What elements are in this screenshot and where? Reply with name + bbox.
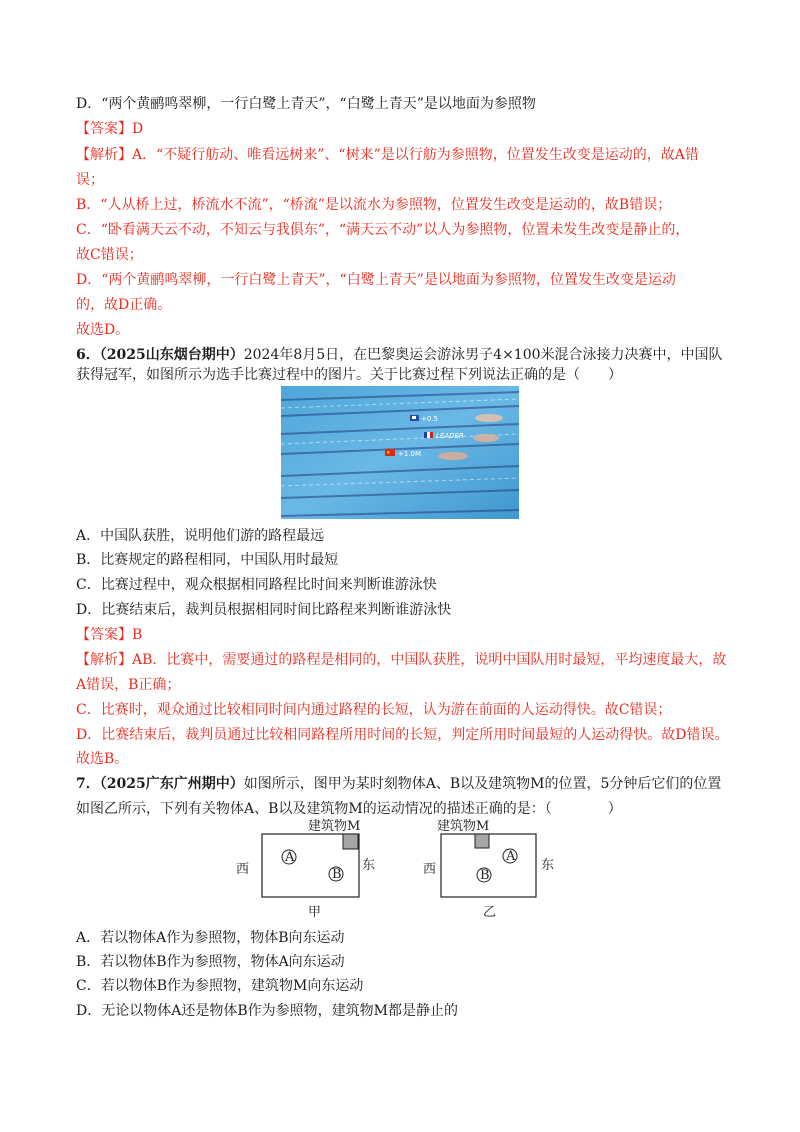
- answer-tag: 【答案】: [76, 627, 132, 643]
- object-a: A: [285, 850, 295, 865]
- overlay-text-1: +0.5: [421, 415, 438, 423]
- q5-analysis-line: D．“两个黄鹂鸣翠柳，一行白鹭上青天”，“白鹭上青天”是以地面为参照物，位置发生改变是运动: [76, 272, 676, 288]
- figure-yi: [423, 818, 554, 920]
- position-diagram: [225, 816, 585, 926]
- q5-analysis-line: [76, 146, 736, 164]
- q7-stem-cont: 如图乙所示，下列有关物体A、B以及建筑物M的运动情况的描述正确的是：（ ）: [76, 801, 622, 817]
- overlay-text-2: LEADER: [436, 432, 464, 440]
- pool-image: [281, 386, 519, 519]
- q7-option-c: C．若以物体B作为参照物，建筑物M向东运动: [76, 978, 364, 994]
- figure-caption: 乙: [483, 905, 497, 920]
- object-a: A: [506, 849, 516, 864]
- building-label: 建筑物M: [308, 819, 361, 834]
- question-number: 6．: [76, 347, 100, 363]
- q6-option-b: B．比赛规定的路程相同，中国队用时最短: [76, 552, 339, 568]
- answer-value: B: [132, 627, 143, 643]
- east-label: 东: [541, 858, 555, 873]
- west-label: 西: [236, 862, 250, 877]
- q5-option-d: D．“两个黄鹂鸣翠柳，一行白鹭上青天”，“白鹭上青天”是以地面为参照物: [76, 96, 536, 112]
- q7-stem: [76, 775, 736, 793]
- object-b: B: [332, 867, 342, 882]
- q5-analysis-line: 的，故D正确。: [76, 297, 172, 313]
- q5-answer: [76, 120, 736, 138]
- q5-analysis-line: 误；: [76, 172, 104, 188]
- q6-answer: [76, 626, 736, 644]
- question-source: （2025山东烟台期中）: [99, 347, 244, 363]
- overlay-text-3: +1.0M: [398, 450, 422, 458]
- q5-analysis-line: B．“人从桥上过，桥流水不流”，“桥流”是以流水为参照物，位置发生改变是运动的，故B错误；: [76, 197, 672, 213]
- q6-option-d: D．比赛结束后，裁判员根据相同时间比路程来判断谁游泳快: [76, 602, 452, 618]
- q6-analysis-line: D．比赛结束后，裁判员通过比较相同路程所用时间的长短，判定所用时间最短的人运动得快。故D错误。: [76, 727, 729, 743]
- q6-conclusion: 故选B。: [76, 751, 129, 767]
- q6-analysis-line: [76, 651, 736, 669]
- swimming-race-photo: [281, 386, 519, 519]
- building-label: 建筑物M: [437, 819, 490, 834]
- answer-value: D: [132, 121, 144, 137]
- figure-jia: [236, 818, 375, 920]
- west-label: 西: [423, 862, 437, 877]
- q6-option-c: C．比赛过程中，观众根据相同路程比时间来判断谁游泳快: [76, 577, 437, 593]
- q6-option-a: A．中国队获胜，说明他们游的路程最远: [76, 528, 325, 544]
- q5-analysis-line: C．“卧看满天云不动，不知云与我俱东”，“满天云不动”以人为参照物，位置未发生改变是静止的，: [76, 222, 690, 238]
- answer-tag: 【答案】: [76, 121, 132, 137]
- analysis-tag: 【解析】: [76, 147, 132, 163]
- question-text: 2024年8月5日，在巴黎奥运会游泳男子4×100米混合泳接力决赛中，中国队: [243, 347, 723, 363]
- q7-option-a: A．若以物体A作为参照物，物体B向东运动: [76, 930, 345, 946]
- question-number: 7．: [76, 776, 100, 792]
- analysis-text: AB．比赛中，需要通过的路程是相同的，中国队获胜，说明中国队用时最短，平均速度最大，故: [132, 652, 727, 668]
- analysis-tag: 【解析】: [76, 652, 132, 668]
- q5-analysis-line: 故C错误；: [76, 247, 143, 263]
- svg-text:★: ★: [386, 450, 391, 456]
- analysis-text: A．“不疑行舫动、唯看远树来”、“树来”是以行舫为参照物，位置发生改变是运动的，故A错: [132, 147, 699, 163]
- q6-stem: [76, 346, 736, 364]
- q5-conclusion: 故选D。: [76, 322, 130, 338]
- q6-analysis-line: A错误，B正确；: [76, 677, 181, 693]
- q7-option-d: D．无论以物体A还是物体B作为参照物，建筑物M都是静止的: [76, 1003, 458, 1019]
- q7-option-b: B．若以物体B作为参照物，物体A向东运动: [76, 954, 345, 970]
- figure-caption: 甲: [308, 905, 322, 920]
- q6-stem-cont: 获得冠军，如图所示为选手比赛过程中的图片。关于比赛过程下列说法正确的是（ ）: [76, 367, 622, 383]
- east-label: 东: [362, 858, 376, 873]
- question-text: 如图所示，图甲为某时刻物体A、B以及建筑物M的位置，5分钟后它们的位置: [243, 776, 722, 792]
- object-b: B: [480, 868, 490, 883]
- question-source: （2025广东广州期中）: [99, 776, 244, 792]
- q6-analysis-line: C．比赛时，观众通过比较相同时间内通过路程的长短，认为游在前面的人运动得快。故C错误；: [76, 702, 672, 718]
